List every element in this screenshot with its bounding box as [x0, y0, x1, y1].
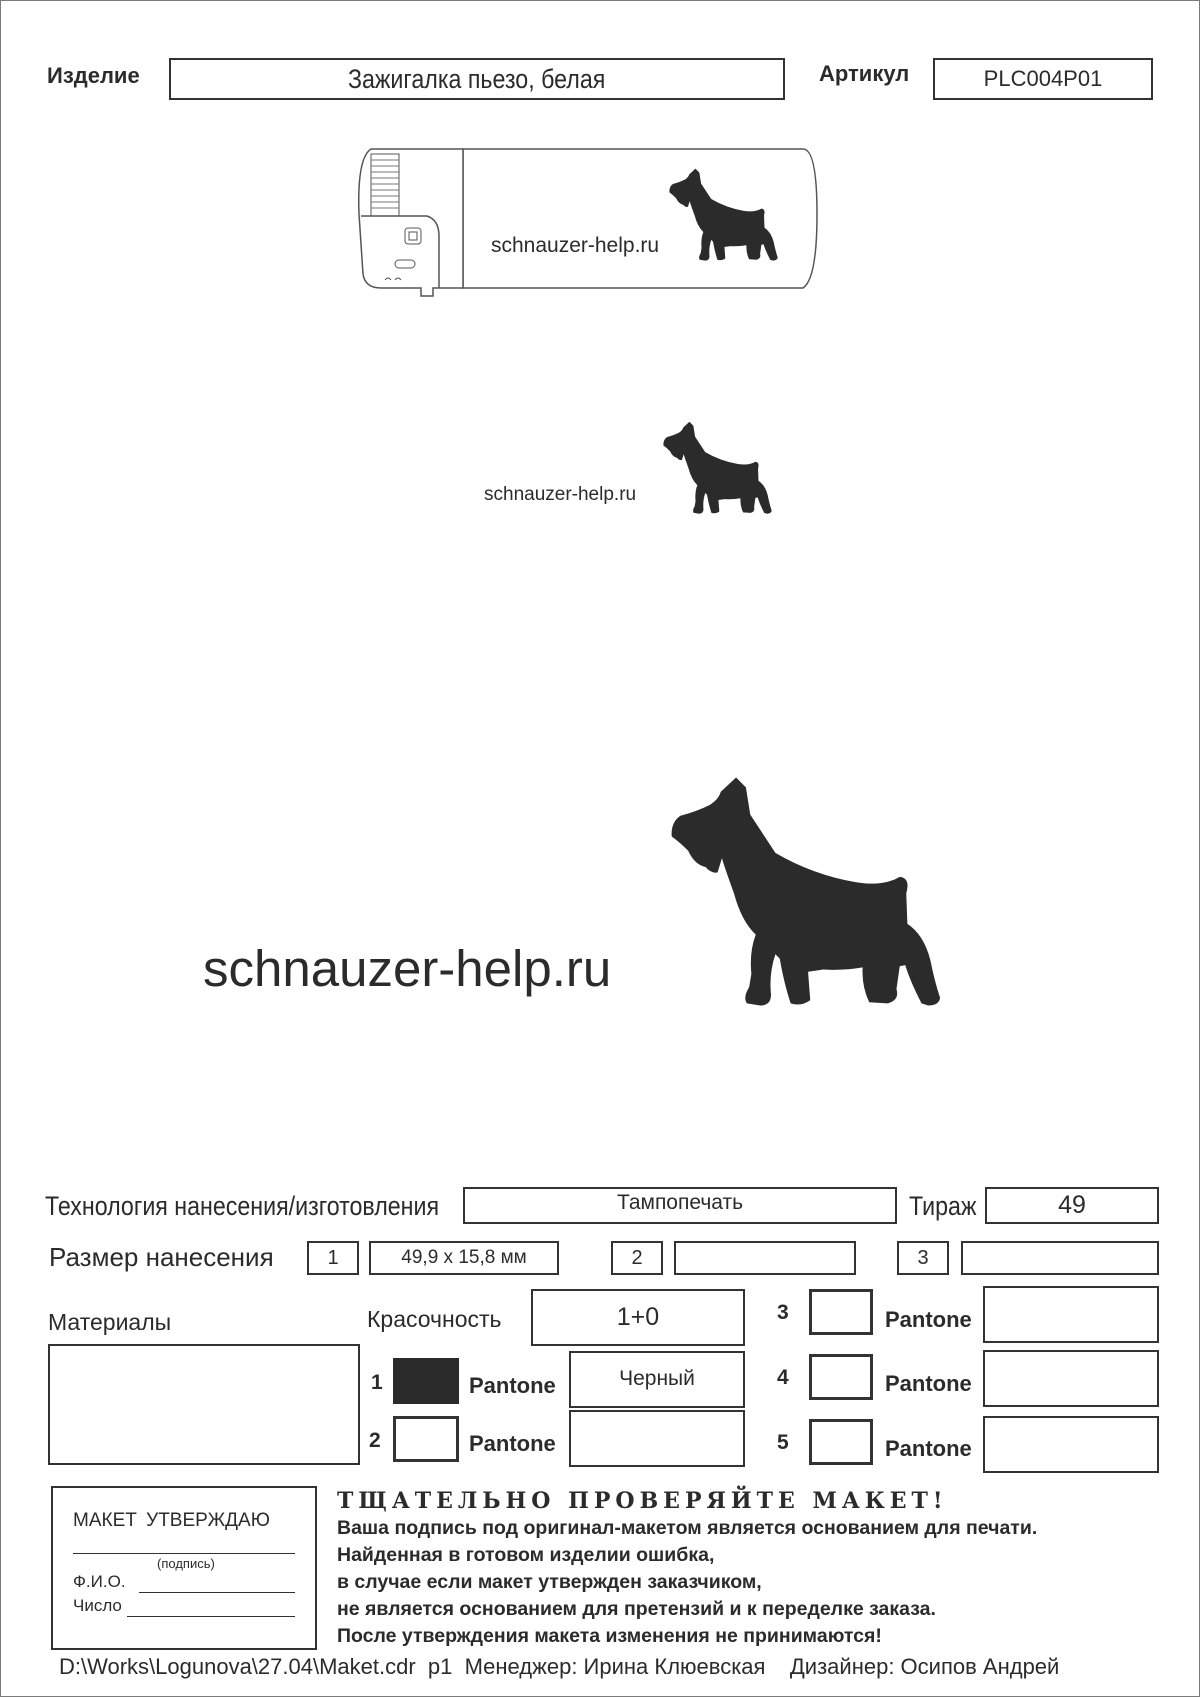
warning-line-3: в случае если макет утвержден заказчиком,: [337, 1571, 762, 1593]
pantone-3-label: Pantone: [885, 1307, 972, 1332]
warning-line-4: не является основанием для претензий и к переделке заказа.: [337, 1598, 936, 1620]
schnauzer-dog-icon-large: [667, 771, 947, 1011]
pantone-4-num: 4: [777, 1366, 789, 1389]
pantone-2-swatch: [393, 1416, 459, 1462]
pantone-2-label: Pantone: [469, 1431, 556, 1456]
size-slot-3-num: 3: [897, 1241, 949, 1275]
warning-line-5: После утверждения макета изменения не принимаются!: [337, 1625, 882, 1647]
pantone-4-swatch: [809, 1354, 873, 1400]
piezo-lighter-icon: [351, 144, 821, 302]
tech-label: Технология нанесения/изготовления: [45, 1191, 440, 1221]
approval-title: МАКЕТ УТВЕРЖДАЮ: [73, 1510, 270, 1531]
size-slot-2-value: [674, 1241, 856, 1275]
size-slot-1-num: 1: [307, 1241, 359, 1275]
colors-field: [531, 1289, 745, 1346]
pantone-1-num: 1: [371, 1371, 383, 1394]
lighter-brand-text: schnauzer-help.ru: [491, 234, 660, 257]
article-label: Артикул: [819, 61, 910, 86]
schnauzer-dog-icon-medium: [663, 419, 773, 516]
pantone-2-field: [569, 1410, 745, 1467]
warning-title: ТЩАТЕЛЬНО ПРОВЕРЯЙТЕ МАКЕТ!: [337, 1488, 948, 1514]
approval-box: [51, 1486, 317, 1650]
medium-brand-text: schnauzer-help.ru: [484, 484, 637, 505]
size-slot-1-value: 49,9 х 15,8 мм: [369, 1241, 559, 1275]
date-line[interactable]: [127, 1616, 295, 1617]
signature-line[interactable]: [73, 1553, 295, 1554]
warning-line-1: Ваша подпись под оригинал-макетом является основанием для печати.: [337, 1517, 1038, 1539]
tech-field: [463, 1187, 897, 1224]
pantone-1-swatch: [393, 1358, 459, 1404]
product-label: Изделие: [47, 63, 140, 88]
pantone-5-num: 5: [777, 1431, 789, 1454]
name-label: Ф.И.О.: [73, 1572, 126, 1591]
pantone-3-field: [983, 1286, 1159, 1343]
warning-line-2: Найденная в готовом изделии ошибка,: [337, 1544, 715, 1566]
run-label: Тираж: [909, 1191, 977, 1221]
pantone-1-label: Pantone: [469, 1373, 556, 1398]
colors-value: 1+0: [616, 1303, 660, 1331]
pantone-2-num: 2: [369, 1429, 381, 1452]
signature-caption: (подпись): [157, 1556, 215, 1571]
size-slot-2-num: 2: [611, 1241, 663, 1275]
run-field: [985, 1187, 1159, 1224]
date-label: Число: [73, 1596, 122, 1615]
footer-file-info: D:\Works\Logunova\27.04\Maket.cdr p1 Менеджер: Ирина Клюевская Дизайнер: Осипов Андрей: [59, 1654, 1060, 1679]
pantone-3-num: 3: [777, 1301, 789, 1324]
tech-value: Тампопечать: [616, 1191, 744, 1214]
size-label: Размер нанесения: [49, 1242, 274, 1272]
pantone-3-swatch: [809, 1289, 873, 1335]
pantone-4-field: [983, 1350, 1159, 1407]
pantone-1-field: [569, 1351, 745, 1408]
article-value: PLC004P01: [983, 66, 1103, 91]
pantone-4-label: Pantone: [885, 1371, 972, 1396]
materials-field: [48, 1344, 360, 1465]
large-brand-text: schnauzer-help.ru: [203, 940, 612, 997]
materials-label: Материалы: [48, 1309, 172, 1335]
name-line[interactable]: [139, 1592, 295, 1593]
pantone-1-value: Черный: [619, 1367, 695, 1390]
article-field: [933, 58, 1153, 100]
colors-label: Красочность: [367, 1306, 502, 1332]
pantone-5-swatch: [809, 1419, 873, 1465]
pantone-5-label: Pantone: [885, 1436, 972, 1461]
run-value: 49: [1058, 1191, 1086, 1219]
product-value: Зажигалка пьезо, белая: [348, 63, 606, 94]
size-slot-3-value: [961, 1241, 1159, 1275]
product-field: [169, 58, 785, 100]
pantone-5-field: [983, 1416, 1159, 1473]
